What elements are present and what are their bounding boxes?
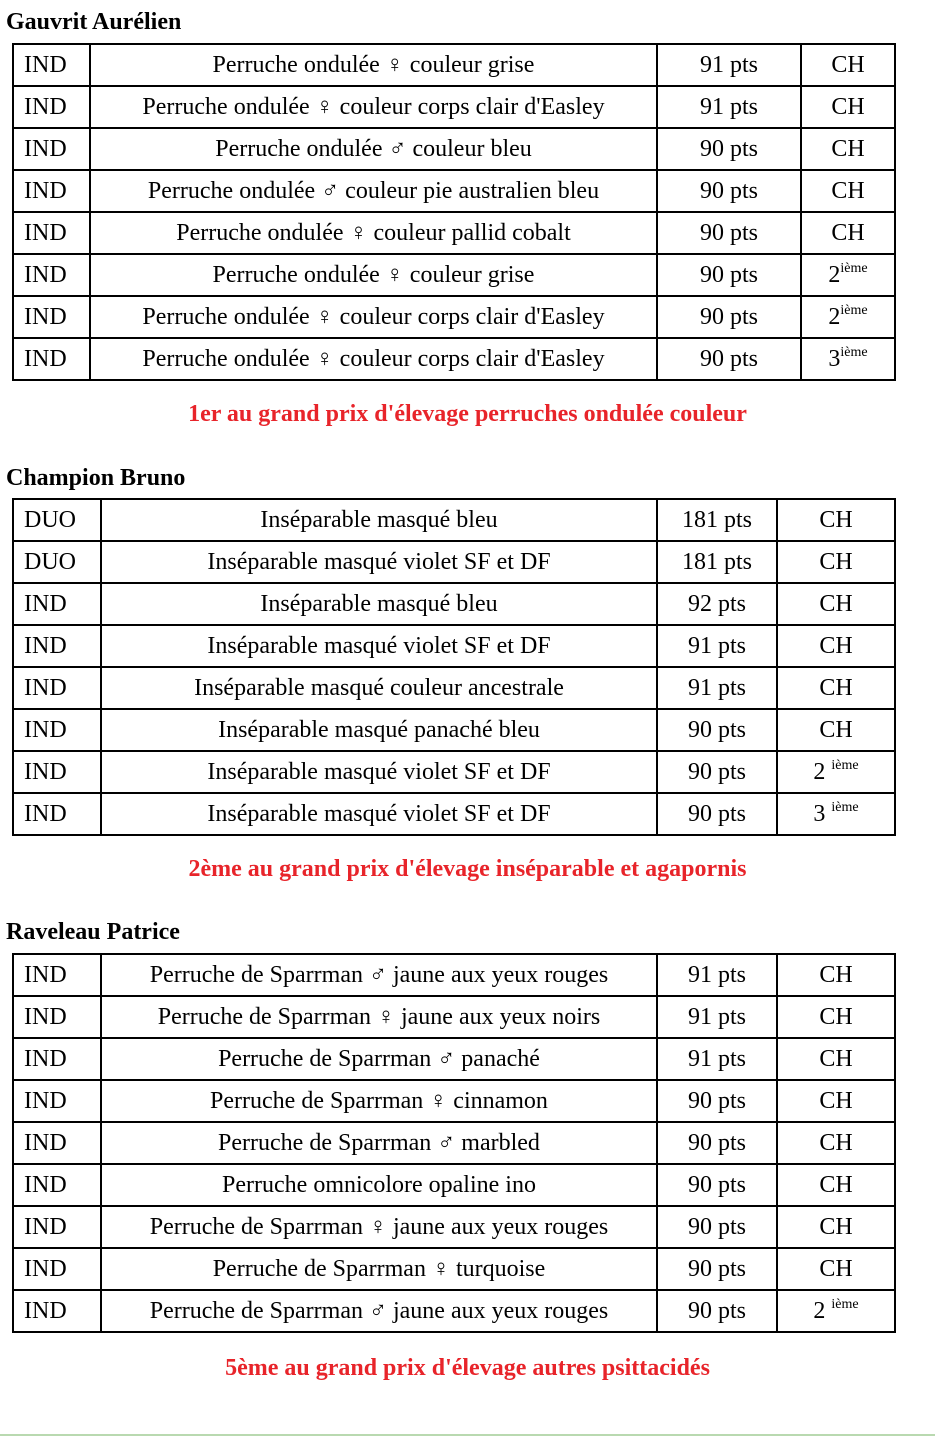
rank-cell <box>777 1080 895 1122</box>
rank-value: CH <box>831 93 865 120</box>
category-cell: IND <box>13 1164 101 1206</box>
description-cell: Perruche de Sparrman ♂ marbled <box>101 1122 657 1164</box>
table-row <box>13 1290 895 1332</box>
rank-cell <box>801 338 895 380</box>
category-cell: IND <box>13 625 101 667</box>
rank-cell <box>777 625 895 667</box>
table-row <box>13 709 895 751</box>
points-cell: 90 pts <box>657 1080 777 1122</box>
category-cell: DUO <box>13 499 101 541</box>
points-cell: 90 pts <box>657 254 801 296</box>
category-cell: IND <box>13 1248 101 1290</box>
rank-value: 3 <box>813 800 832 827</box>
category-cell: IND <box>13 1122 101 1164</box>
rank-cell <box>777 954 895 996</box>
category-cell: IND <box>13 1206 101 1248</box>
table-row <box>13 583 895 625</box>
points-cell: 91 pts <box>657 1038 777 1080</box>
rank-value: 2 <box>828 261 841 288</box>
rank-value: CH <box>819 1171 853 1198</box>
rank-cell <box>777 709 895 751</box>
rank-value: 2 <box>813 758 832 785</box>
category-cell: IND <box>13 212 90 254</box>
points-cell: 90 pts <box>657 170 801 212</box>
award-text: 1er au grand prix d'élevage perruches ondulée couleur <box>188 401 747 427</box>
points-cell: 90 pts <box>657 212 801 254</box>
points-cell: 90 pts <box>657 1122 777 1164</box>
category-cell: IND <box>13 751 101 793</box>
description-cell: Perruche de Sparrman ♂ panaché <box>101 1038 657 1080</box>
description-cell: Inséparable masqué violet SF et DF <box>101 751 657 793</box>
rank-suffix: ième <box>831 799 859 815</box>
description-cell: Perruche de Sparrman ♀ jaune aux yeux noirs <box>101 996 657 1038</box>
rank-value: CH <box>819 1255 853 1282</box>
table-row <box>13 751 895 793</box>
category-cell: IND <box>13 338 90 380</box>
rank-cell <box>777 996 895 1038</box>
table-row <box>13 996 895 1038</box>
description-cell: Perruche ondulée ♀ couleur grise <box>90 44 657 86</box>
points-cell: 91 pts <box>657 86 801 128</box>
rank-value: 2 <box>813 1297 832 1324</box>
category-cell: IND <box>13 996 101 1038</box>
description-cell: Inséparable masqué violet SF et DF <box>101 625 657 667</box>
rank-cell <box>777 499 895 541</box>
points-cell: 90 pts <box>657 1248 777 1290</box>
rank-cell <box>801 254 895 296</box>
rank-value: CH <box>819 1087 853 1114</box>
description-cell: Perruche ondulée ♂ couleur bleu <box>90 128 657 170</box>
points-cell: 92 pts <box>657 583 777 625</box>
category-cell: DUO <box>13 541 101 583</box>
results-table <box>12 498 896 836</box>
rank-cell <box>777 1248 895 1290</box>
category-cell: IND <box>13 709 101 751</box>
description-cell: Perruche ondulée ♀ couleur corps clair d'Easley <box>90 86 657 128</box>
footer-divider <box>0 1434 935 1436</box>
rank-suffix: ième <box>840 344 868 360</box>
rank-value: CH <box>819 961 853 988</box>
points-cell: 90 pts <box>657 709 777 751</box>
table-row <box>13 1080 895 1122</box>
breeder-name: Gauvrit Aurélien <box>6 9 182 35</box>
category-cell: IND <box>13 793 101 835</box>
rank-suffix: ième <box>840 302 868 318</box>
rank-cell <box>777 1290 895 1332</box>
rank-cell <box>801 128 895 170</box>
description-cell: Inséparable masqué bleu <box>101 583 657 625</box>
table-row <box>13 793 895 835</box>
description-cell: Perruche de Sparrman ♀ turquoise <box>101 1248 657 1290</box>
description-cell: Perruche ondulée ♀ couleur corps clair d'Easley <box>90 296 657 338</box>
category-cell: IND <box>13 1290 101 1332</box>
rank-cell <box>801 86 895 128</box>
rank-cell <box>777 541 895 583</box>
description-cell: Inséparable masqué violet SF et DF <box>101 541 657 583</box>
points-cell: 90 pts <box>657 1206 777 1248</box>
rank-cell <box>801 212 895 254</box>
table-row <box>13 212 895 254</box>
table-row <box>13 1206 895 1248</box>
points-cell: 90 pts <box>657 793 777 835</box>
rank-cell <box>801 170 895 212</box>
points-cell: 90 pts <box>657 751 777 793</box>
rank-cell <box>777 1164 895 1206</box>
table-row <box>13 254 895 296</box>
rank-value: CH <box>831 219 865 246</box>
rank-value: CH <box>819 548 853 575</box>
rank-cell <box>777 1038 895 1080</box>
rank-value: 2 <box>828 303 841 330</box>
rank-cell <box>777 751 895 793</box>
award-text: 2ème au grand prix d'élevage inséparable et agapornis <box>188 856 747 882</box>
category-cell: IND <box>13 1038 101 1080</box>
breeder-name: Raveleau Patrice <box>6 919 180 945</box>
description-cell: Inséparable masqué panaché bleu <box>101 709 657 751</box>
points-cell: 181 pts <box>657 499 777 541</box>
points-cell: 90 pts <box>657 128 801 170</box>
rank-value: CH <box>831 51 865 78</box>
table-row <box>13 170 895 212</box>
category-cell: IND <box>13 954 101 996</box>
points-cell: 91 pts <box>657 954 777 996</box>
table-row <box>13 667 895 709</box>
table-row <box>13 954 895 996</box>
table-row <box>13 1122 895 1164</box>
description-cell: Perruche omnicolore opaline ino <box>101 1164 657 1206</box>
rank-cell <box>801 44 895 86</box>
points-cell: 91 pts <box>657 996 777 1038</box>
results-table <box>12 953 896 1333</box>
rank-value: CH <box>819 716 853 743</box>
table-row <box>13 128 895 170</box>
points-cell: 91 pts <box>657 667 777 709</box>
category-cell: IND <box>13 667 101 709</box>
points-cell: 91 pts <box>657 44 801 86</box>
points-cell: 90 pts <box>657 1290 777 1332</box>
category-cell: IND <box>13 86 90 128</box>
rank-value: CH <box>819 1213 853 1240</box>
rank-suffix: ième <box>831 757 859 773</box>
description-cell: Perruche de Sparrman ♂ jaune aux yeux rouges <box>101 1290 657 1332</box>
description-cell: Inséparable masqué violet SF et DF <box>101 793 657 835</box>
table-row <box>13 1248 895 1290</box>
table-row <box>13 338 895 380</box>
rank-value: CH <box>819 506 853 533</box>
rank-value: CH <box>819 590 853 617</box>
description-cell: Inséparable masqué couleur ancestrale <box>101 667 657 709</box>
table-row <box>13 1164 895 1206</box>
breeder-name: Champion Bruno <box>6 465 186 491</box>
table-row <box>13 499 895 541</box>
award-text: 5ème au grand prix d'élevage autres psittacidés <box>225 1355 710 1381</box>
rank-cell <box>777 667 895 709</box>
table-row <box>13 44 895 86</box>
rank-value: CH <box>819 674 853 701</box>
category-cell: IND <box>13 296 90 338</box>
category-cell: IND <box>13 44 90 86</box>
rank-value: CH <box>831 135 865 162</box>
category-cell: IND <box>13 583 101 625</box>
points-cell: 181 pts <box>657 541 777 583</box>
rank-value: 3 <box>828 345 841 372</box>
table-row <box>13 541 895 583</box>
rank-suffix: ième <box>840 260 868 276</box>
rank-cell <box>801 296 895 338</box>
points-cell: 90 pts <box>657 1164 777 1206</box>
table-row <box>13 296 895 338</box>
description-cell: Inséparable masqué bleu <box>101 499 657 541</box>
rank-value: CH <box>819 632 853 659</box>
description-cell: Perruche ondulée ♀ couleur grise <box>90 254 657 296</box>
category-cell: IND <box>13 1080 101 1122</box>
points-cell: 90 pts <box>657 338 801 380</box>
category-cell: IND <box>13 170 90 212</box>
table-row <box>13 1038 895 1080</box>
rank-cell <box>777 583 895 625</box>
description-cell: Perruche ondulée ♀ couleur pallid cobalt <box>90 212 657 254</box>
table-row <box>13 625 895 667</box>
description-cell: Perruche de Sparrman ♂ jaune aux yeux rouges <box>101 954 657 996</box>
rank-cell <box>777 1122 895 1164</box>
category-cell: IND <box>13 128 90 170</box>
points-cell: 91 pts <box>657 625 777 667</box>
rank-cell <box>777 1206 895 1248</box>
rank-cell <box>777 793 895 835</box>
results-table <box>12 43 896 381</box>
description-cell: Perruche de Sparrman ♀ jaune aux yeux rouges <box>101 1206 657 1248</box>
rank-suffix: ième <box>831 1296 859 1312</box>
rank-value: CH <box>819 1045 853 1072</box>
description-cell: Perruche ondulée ♂ couleur pie australien bleu <box>90 170 657 212</box>
description-cell: Perruche de Sparrman ♀ cinnamon <box>101 1080 657 1122</box>
rank-value: CH <box>831 177 865 204</box>
rank-value: CH <box>819 1129 853 1156</box>
rank-value: CH <box>819 1003 853 1030</box>
category-cell: IND <box>13 254 90 296</box>
table-row <box>13 86 895 128</box>
points-cell: 90 pts <box>657 296 801 338</box>
description-cell: Perruche ondulée ♀ couleur corps clair d'Easley <box>90 338 657 380</box>
